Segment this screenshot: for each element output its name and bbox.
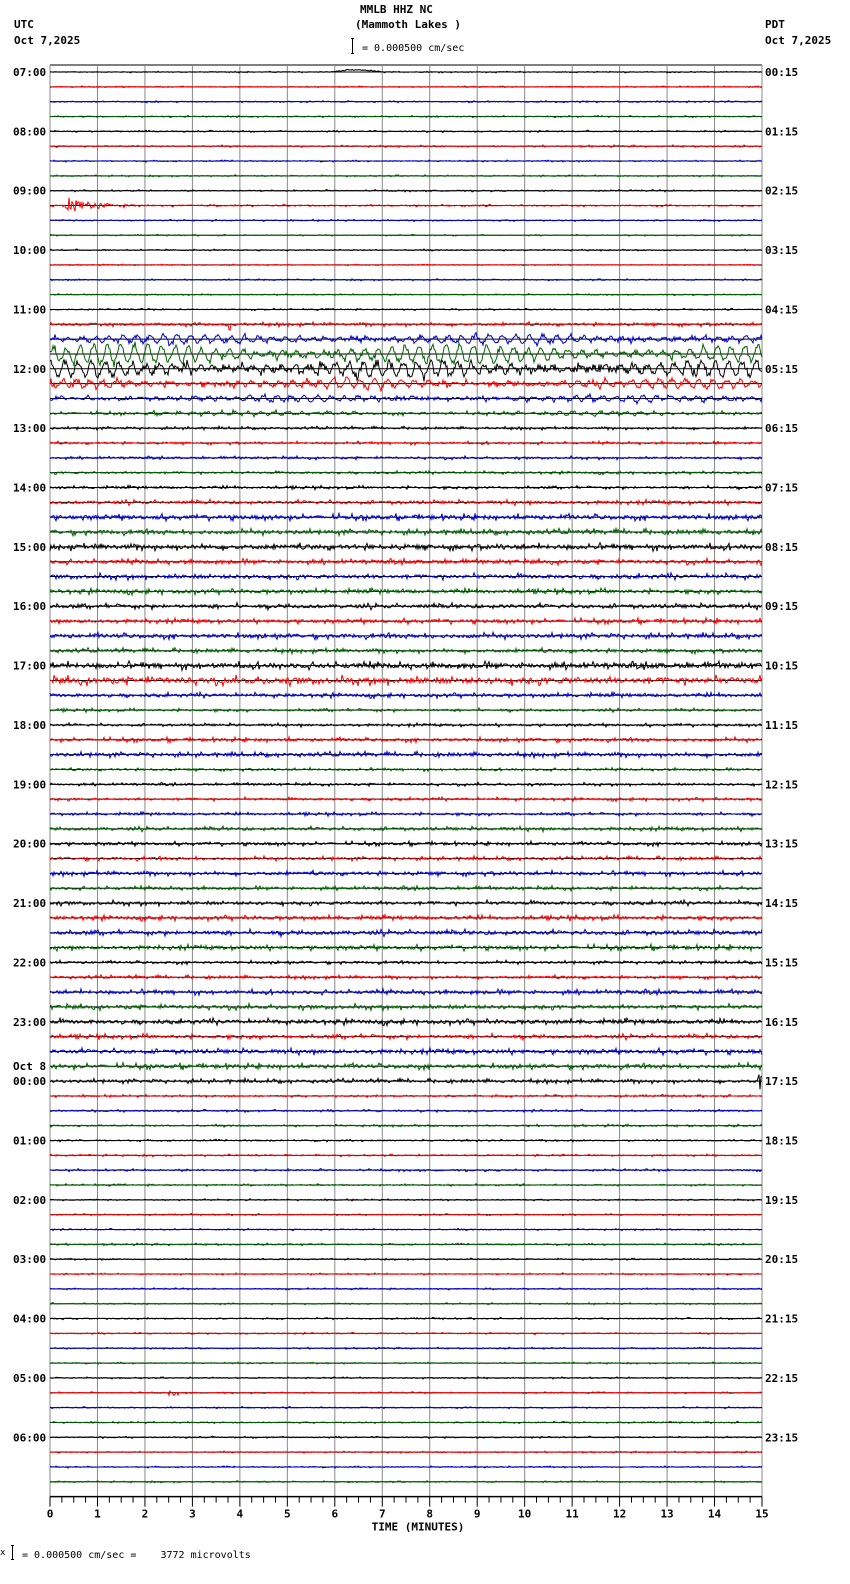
x-tick-label: 12 <box>612 1507 627 1521</box>
seismic-trace <box>50 960 762 964</box>
utc-hour-label: 11:00 <box>13 303 47 317</box>
pdt-hour-label: 16:15 <box>765 1015 799 1029</box>
seismic-trace <box>50 1481 762 1483</box>
utc-hour-label: 22:00 <box>13 956 47 970</box>
seismic-trace <box>50 1451 762 1453</box>
seismic-trace <box>50 485 762 489</box>
utc-hour-label: 03:00 <box>13 1253 47 1267</box>
seismic-trace <box>50 264 762 266</box>
seismic-trace <box>50 471 762 475</box>
pdt-hour-label: 20:15 <box>765 1253 799 1267</box>
utc-hour-label: 14:00 <box>13 481 47 495</box>
seismic-trace <box>50 426 762 430</box>
seismic-trace <box>50 377 762 392</box>
seismic-trace <box>50 1347 762 1349</box>
seismic-trace <box>50 1258 762 1260</box>
seismic-trace <box>50 1303 762 1305</box>
x-tick-label: 15 <box>755 1507 769 1521</box>
utc-hour-label: 15:00 <box>13 540 47 554</box>
seismic-trace <box>50 1243 762 1246</box>
pdt-hour-label: 11:15 <box>765 718 799 732</box>
left-timezone: UTC <box>14 18 34 31</box>
x-tick-label: 13 <box>660 1507 674 1521</box>
utc-hour-label: 08:00 <box>13 125 47 139</box>
seismic-trace <box>50 944 762 951</box>
pdt-hour-label: 15:15 <box>765 956 799 970</box>
seismic-trace <box>50 1273 762 1275</box>
seismic-trace <box>50 145 762 148</box>
utc-hour-label: 17:00 <box>13 659 47 673</box>
utc-hour-label: 20:00 <box>13 837 47 851</box>
x-tick-label: 7 <box>378 1507 386 1521</box>
pdt-hour-label: 09:15 <box>765 600 799 614</box>
seismic-trace <box>50 219 762 221</box>
x-tick-label: 6 <box>331 1507 339 1521</box>
seismic-trace <box>50 322 762 330</box>
utc-hour-label: 01:00 <box>13 1134 47 1148</box>
pdt-hour-label: 08:15 <box>765 540 799 554</box>
seismic-trace <box>50 1288 762 1290</box>
x-axis-title: TIME (MINUTES) <box>371 1520 465 1534</box>
seismic-trace <box>50 175 762 177</box>
seismic-trace <box>50 359 762 381</box>
pdt-hour-label: 02:15 <box>765 184 799 198</box>
pdt-hour-label: 12:15 <box>765 778 799 792</box>
seismic-trace <box>50 190 762 192</box>
seismic-trace <box>50 1332 762 1334</box>
utc-hour-label: 19:00 <box>13 778 47 792</box>
x-tick-label: 14 <box>707 1507 722 1521</box>
date-change-label: Oct 8 <box>13 1060 47 1074</box>
seismic-trace <box>50 1124 762 1127</box>
pdt-hour-label: 19:15 <box>765 1193 799 1207</box>
pdt-hour-label: 00:15 <box>765 66 799 79</box>
seismic-trace <box>50 826 762 832</box>
location-title: (Mammoth Lakes ) <box>355 18 461 31</box>
utc-hour-label: 09:00 <box>13 184 47 198</box>
seismic-trace <box>50 1214 762 1216</box>
footer-scale-bar-icon <box>11 1545 14 1560</box>
seismic-trace <box>50 1377 762 1379</box>
pdt-hour-label: 22:15 <box>765 1371 799 1385</box>
seismic-trace <box>50 723 762 727</box>
footer-scale-marker: x <box>0 1548 6 1558</box>
seismic-trace <box>50 101 762 103</box>
x-tick-label: 10 <box>518 1507 532 1521</box>
seismic-trace <box>50 870 762 876</box>
x-tick-label: 5 <box>284 1507 291 1521</box>
utc-hour-label: 05:00 <box>13 1371 47 1385</box>
seismic-trace <box>50 1075 762 1090</box>
utc-hour-label: 04:00 <box>13 1312 47 1326</box>
utc-hour-label: 07:00 <box>13 66 47 79</box>
pdt-hour-label: 17:15 <box>765 1075 799 1089</box>
pdt-hour-label: 05:15 <box>765 362 799 376</box>
footer-scale-note: = 0.000500 cm/sec = 3772 microvolts <box>22 1550 251 1561</box>
seismic-trace <box>50 543 762 552</box>
seismic-trace <box>50 513 762 521</box>
utc-hour-label: 02:00 <box>13 1193 47 1207</box>
seismic-trace <box>50 1318 762 1320</box>
scale-text: = 0.000500 cm/sec <box>362 43 465 54</box>
pdt-hour-label: 07:15 <box>765 481 799 495</box>
seismic-trace <box>50 603 762 610</box>
x-tick-label: 11 <box>565 1507 579 1521</box>
seismic-trace <box>50 1004 762 1011</box>
seismic-trace <box>50 900 762 906</box>
seismic-trace <box>50 1228 762 1230</box>
pdt-hour-label: 06:15 <box>765 422 799 436</box>
seismic-trace <box>50 1466 762 1468</box>
seismic-trace <box>50 1199 762 1201</box>
pdt-hour-label: 13:15 <box>765 837 799 851</box>
pdt-hour-label: 10:15 <box>765 659 799 673</box>
left-date: Oct 7,2025 <box>14 34 81 47</box>
seismic-trace <box>50 1421 762 1423</box>
seismic-trace <box>50 86 762 88</box>
pdt-hour-label: 14:15 <box>765 897 799 911</box>
pdt-hour-label: 01:15 <box>765 125 799 139</box>
seismic-trace <box>50 1184 762 1187</box>
utc-hour-label: 18:00 <box>13 718 47 732</box>
utc-hour-label: 12:00 <box>13 362 47 376</box>
seismic-trace <box>50 160 762 162</box>
pdt-hour-label: 23:15 <box>765 1431 799 1445</box>
seismic-trace <box>50 1436 762 1438</box>
seismic-trace <box>50 1139 762 1142</box>
utc-hour-label: 21:00 <box>13 897 47 911</box>
station-title: MMLB HHZ NC <box>360 3 433 16</box>
seismic-trace <box>50 751 762 758</box>
seismic-trace <box>50 69 762 73</box>
utc-hour-label: 23:00 <box>13 1015 47 1029</box>
utc-hour-label: 16:00 <box>13 600 47 614</box>
seismic-trace <box>50 1109 762 1112</box>
pdt-hour-label: 03:15 <box>765 244 799 258</box>
seismic-trace <box>50 1154 762 1157</box>
seismic-trace <box>50 1407 762 1409</box>
x-tick-label: 9 <box>473 1507 481 1521</box>
seismic-trace <box>50 198 762 212</box>
utc-hour-label: 13:00 <box>13 422 47 436</box>
seismic-trace <box>50 115 762 117</box>
utc-hour-label: 00:00 <box>13 1075 47 1089</box>
right-date: Oct 7,2025 <box>765 34 832 47</box>
seismic-trace <box>50 294 762 296</box>
right-timezone: PDT <box>765 18 785 31</box>
utc-hour-label: 06:00 <box>13 1431 47 1445</box>
pdt-hour-label: 18:15 <box>765 1134 799 1148</box>
seismic-trace <box>50 130 762 132</box>
seismic-trace <box>50 279 762 281</box>
seismic-trace <box>50 797 762 801</box>
pdt-hour-label: 04:15 <box>765 303 799 317</box>
x-tick-label: 0 <box>46 1507 54 1521</box>
x-tick-label: 8 <box>426 1507 434 1521</box>
seismic-trace <box>50 308 762 310</box>
x-tick-label: 2 <box>141 1507 149 1521</box>
x-tick-label: 4 <box>236 1507 244 1521</box>
utc-hour-label: 10:00 <box>13 244 47 258</box>
x-tick-label: 1 <box>94 1507 101 1521</box>
pdt-hour-label: 21:15 <box>765 1312 799 1326</box>
seismic-trace <box>50 456 762 460</box>
x-tick-label: 3 <box>189 1507 196 1521</box>
